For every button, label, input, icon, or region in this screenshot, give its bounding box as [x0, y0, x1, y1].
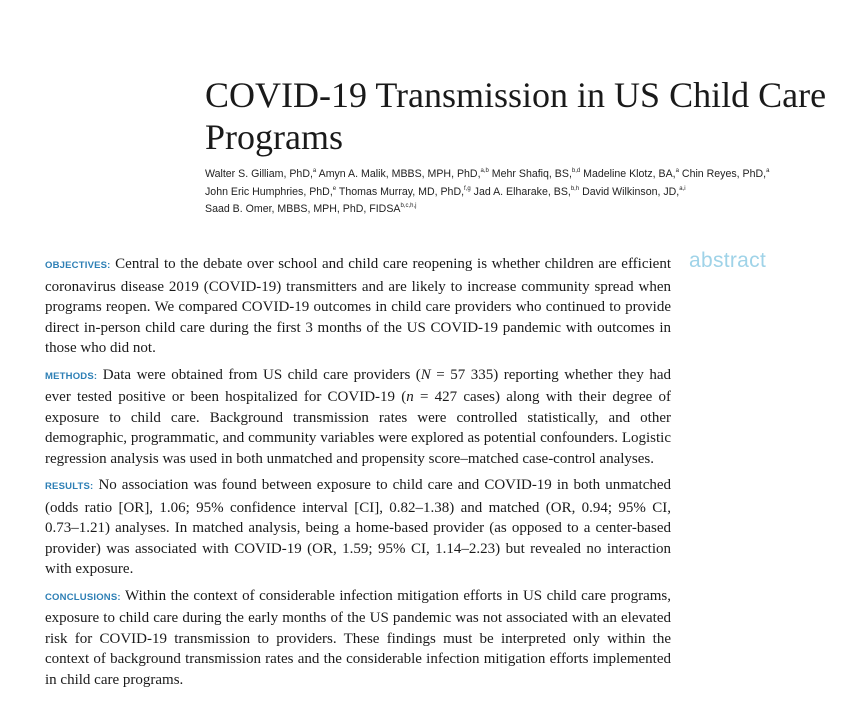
affiliation-marker: b,h — [570, 185, 580, 192]
affiliation-marker: e — [332, 185, 337, 192]
affiliation-marker: a,i — [679, 185, 686, 192]
author-line — [205, 166, 845, 184]
conclusions-paragraph — [45, 586, 671, 691]
author-name: Chin Reyes, PhD, — [678, 168, 767, 180]
abstract-section-label: abstract — [689, 249, 767, 272]
affiliation-marker: a,b — [480, 168, 489, 174]
affiliation-marker: b,c,h,j — [400, 203, 417, 209]
methods-text: = 57 335) reporting whether they had ever tested positive or been hospitalized for COVID-19 ( — [45, 366, 671, 405]
objectives-heading: OBJECTIVES: — [45, 260, 111, 271]
affiliation-marker: a — [312, 168, 317, 174]
author-name: Amyn A. Malik, MBBS, MPH, PhD, — [316, 168, 481, 180]
affiliation-marker: a — [675, 168, 679, 174]
author-line — [205, 184, 845, 202]
author-name: John Eric Humphries, PhD, — [205, 185, 333, 198]
methods-heading: METHODS: — [45, 370, 98, 382]
author-name: Jad A. Elharake, BS, — [470, 185, 571, 198]
affiliation-marker: b,d — [571, 168, 581, 174]
affiliation-marker: a — [766, 168, 770, 174]
author-name: Thomas Murray, MD, PhD, — [336, 185, 465, 198]
conclusions-heading: CONCLUSIONS: — [45, 591, 121, 603]
methods-sample-size-symbol: N — [420, 366, 431, 383]
results-heading: RESULTS: — [45, 481, 94, 492]
abstract-body — [45, 254, 671, 696]
author-name: Mehr Shafiq, BS, — [488, 168, 572, 180]
results-paragraph — [45, 475, 671, 580]
methods-paragraph — [45, 365, 671, 470]
affiliation-marker: f,g — [464, 185, 471, 192]
methods-text: = 427 cases) along with their degree of exposure to child care. Background transmission rates were controlled statistically, and other demographic, programmatic, and community variables were explored as potential confounders. Logistic regression analysis was used in both unmatched and propensity score–matched case-control analyses. — [45, 389, 671, 467]
objectives-text: Central to the debate over school and child care reopening is whether children are efficient coronavirus disease 2019 (COVID-19) transmitters and are likely to increase community spread when programs reopen. We compared COVID-19 outcomes in child care providers who continued to provide direct in-person child care during the first 3 months of the US COVID-19 pandemic with outcomes in those who did not. — [45, 256, 671, 356]
author-line — [205, 201, 845, 219]
author-name: Madeline Klotz, BA, — [580, 168, 676, 180]
methods-text: Data were obtained from US child care providers ( — [102, 366, 421, 383]
author-list — [205, 166, 845, 219]
article-title: COVID-19 Transmission in US Child Care Programs — [205, 75, 827, 157]
author-name: Saad B. Omer, MBBS, MPH, PhD, FIDSA — [205, 203, 401, 215]
results-text: No association was found between exposure to child care and COVID-19 in both unmatched (odds ratio [OR], 1.06; 95% confidence interval [CI], 0.82–1.38) and matched (OR, 0.94; 95% CI, 0.73–1.21) analyses. In matched analysis, being a home-based provider (as opposed to a center-based provider) was associated with COVID-19 (OR, 1.59; 95% CI, 1.14–2.23) but revealed no interaction with exposure. — [45, 477, 672, 577]
conclusions-text: Within the context of considerable infection mitigation efforts in US child care programs, exposure to child care during the early months of the US pandemic was not associated with an elevated risk for COVID-19 transmission to providers. These findings must be interpreted only within the context of background transmission rates and the considerable infection mitigation efforts implemented in child care programs. — [45, 587, 672, 688]
author-name: Walter S. Gilliam, PhD, — [205, 168, 313, 180]
author-name: David Wilkinson, JD, — [579, 185, 680, 198]
objectives-paragraph — [45, 254, 671, 359]
methods-case-count-symbol: n — [406, 389, 414, 405]
